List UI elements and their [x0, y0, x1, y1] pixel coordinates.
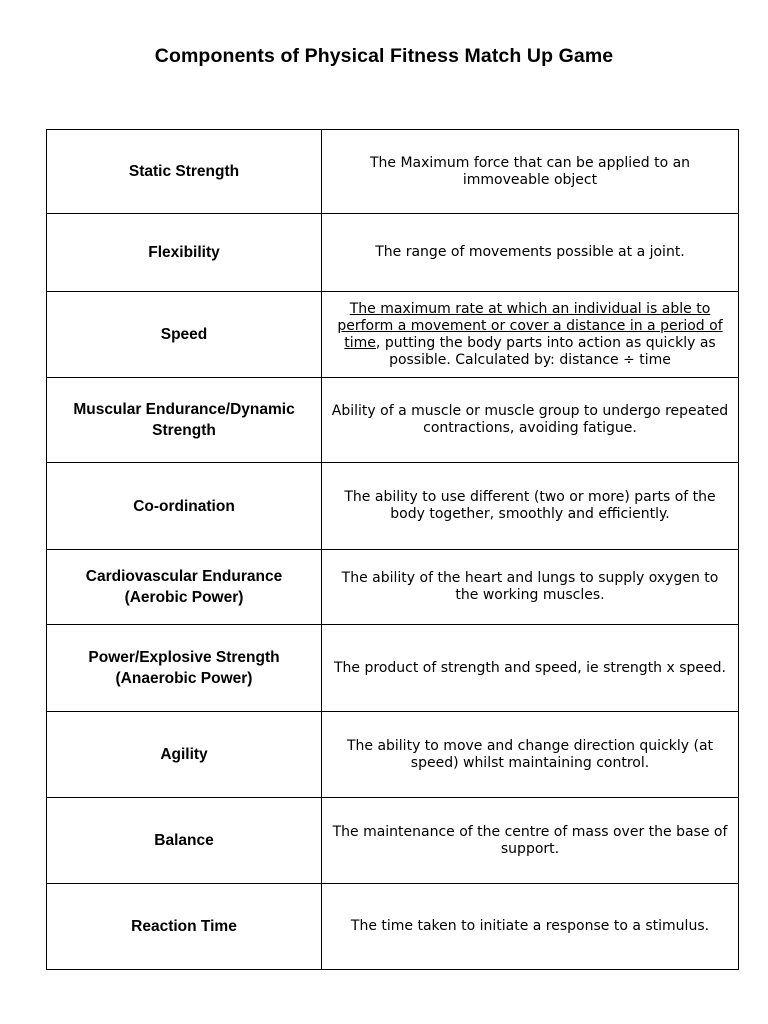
definition-cell: The maintenance of the centre of mass over the base of support. [322, 798, 739, 884]
definition-cell [322, 292, 739, 378]
definition-cell: The ability to use different (two or more) parts of the body together, smoothly and efficiently. [322, 463, 739, 550]
definition-cell: The time taken to initiate a response to a stimulus. [322, 884, 739, 970]
table-row [47, 130, 739, 214]
table-row [47, 625, 739, 712]
term-cell: Flexibility [47, 214, 322, 292]
term-cell: Static Strength [47, 130, 322, 214]
definition-cell: The product of strength and speed, ie strength x speed. [322, 625, 739, 712]
table-row [47, 463, 739, 550]
definition-cell: The ability of the heart and lungs to supply oxygen to the working muscles. [322, 550, 739, 625]
definition-cell: The range of movements possible at a joint. [322, 214, 739, 292]
definition-cell: The ability to move and change direction quickly (at speed) whilst maintaining control. [322, 712, 739, 798]
term-cell: Co-ordination [47, 463, 322, 550]
definition-cell: Ability of a muscle or muscle group to undergo repeated contractions, avoiding fatigue. [322, 378, 739, 463]
table-row [47, 798, 739, 884]
match-up-table [46, 129, 739, 970]
table-row [47, 214, 739, 292]
term-cell: Cardiovascular Endurance (Aerobic Power) [47, 550, 322, 625]
table-row [47, 884, 739, 970]
definition-text: , putting the body parts into action as quickly as possible. Calculated by: distance ÷ time [375, 334, 716, 368]
page-title: Components of Physical Fitness Match Up Game [154, 45, 614, 67]
term-cell: Balance [47, 798, 322, 884]
definition-cell: The Maximum force that can be applied to an immoveable object [322, 130, 739, 214]
term-cell: Agility [47, 712, 322, 798]
term-cell: Reaction Time [47, 884, 322, 970]
term-cell: Speed [47, 292, 322, 378]
table-row [47, 292, 739, 378]
table-row [47, 550, 739, 625]
table-row [47, 378, 739, 463]
definition-underlined-text: The maximum rate at which an individual is able to perform a movement or cover a distance in a period of time [337, 300, 723, 351]
term-cell: Muscular Endurance/Dynamic Strength [47, 378, 322, 463]
term-cell: Power/Explosive Strength (Anaerobic Power) [47, 625, 322, 712]
table-row [47, 712, 739, 798]
